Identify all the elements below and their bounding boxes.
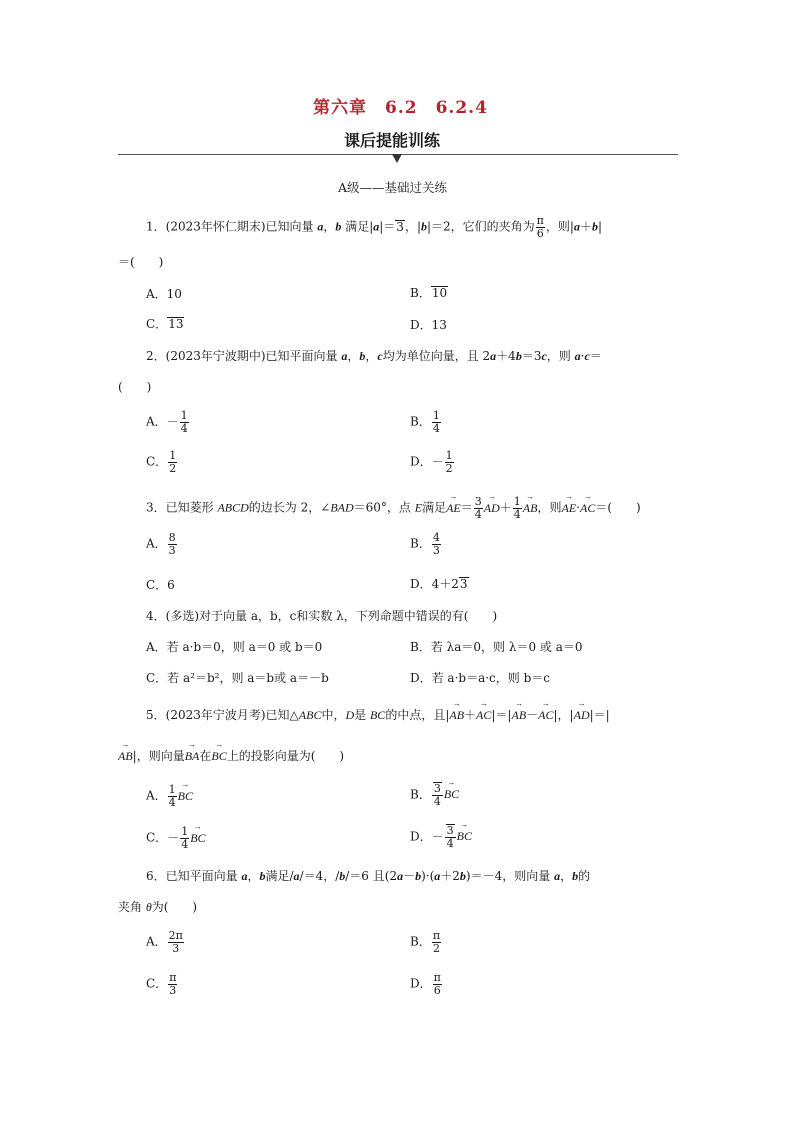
divider-marker-icon — [392, 154, 402, 163]
question-1: 1．(2023年怀仁期末)已知向量 a，b 满足|a|＝3，|b|＝2，它们的夹角为 $\frac{\pi}{6}$ ，则|a＋b| — [146, 214, 603, 240]
q6-option-d[interactable]: D． $\frac{\pi}{6}$ — [410, 971, 441, 997]
section-level: A级——基础过关练 — [338, 180, 448, 195]
q3-option-b[interactable]: B． $\frac{4}{3}$ — [410, 531, 440, 557]
question-1-line2: ＝( ) — [118, 255, 164, 269]
q6-option-a[interactable]: A． $\frac{2\pi}{3}$ — [146, 929, 183, 955]
q1-option-d[interactable]: D．13 — [410, 318, 447, 332]
question-2: 2．(2023年宁波期中)已知平面向量 a，b，c均为单位向量，且 2a＋4b＝3c，则 a·c＝ — [146, 349, 602, 363]
question-4: 4．(多选)对于向量 a，b，c和实数 λ，下列命题中错误的有( ) — [146, 609, 498, 623]
q2-option-a[interactable]: A．－ $\frac{1}{4}$ — [146, 409, 188, 435]
q5-option-a[interactable]: A． $\frac{1}{4}$ → BC — [146, 784, 193, 808]
q1-option-b[interactable]: B．10 — [410, 286, 448, 300]
q2-option-b[interactable]: B． $\frac{1}{4}$ — [410, 409, 440, 435]
question-5: 5．(2023年宁波月考)已知△ABC中，D是 BC的中点，且|→ AB＋→ AC|＝|→ AB－→ AC|，|→ AD|＝| — [146, 709, 610, 721]
question-5-line2: → AB|，则向量→ BA在→ BC上的投影向量为( ) — [118, 750, 344, 762]
q5-option-b[interactable]: B． $\frac{3}{4}$ → BC — [410, 782, 459, 808]
q3-option-a[interactable]: A． $\frac{8}{3}$ — [146, 531, 176, 557]
q5-option-d[interactable]: D．－ $\frac{3}{4}$ → BC — [410, 824, 472, 850]
q2-option-d[interactable]: D．－ $\frac{1}{2}$ — [410, 449, 453, 475]
question-6: 6．已知平面向量 a，b满足/a/＝4，/b/＝6 且(2a－b)·(a＋2b)＝－4，则向量 a，b的 — [146, 869, 591, 883]
q6-option-b[interactable]: B． $\frac{\pi}{2}$ — [410, 929, 441, 955]
q6-option-c[interactable]: C． $\frac{\pi}{3}$ — [146, 971, 177, 997]
q2-option-c[interactable]: C． $\frac{1}{2}$ — [146, 449, 177, 475]
chapter-title: 第六章 6.2 6.2.4 — [313, 98, 488, 118]
q4-option-d[interactable]: D．若 a·b＝a·c，则 b＝c — [410, 671, 550, 685]
question-6-line2: 夹角 θ为( ) — [118, 900, 198, 914]
q1-option-c[interactable]: C．13 — [146, 317, 184, 331]
q4-option-b[interactable]: B．若 λa＝0，则 λ＝0 或 a＝0 — [410, 640, 583, 654]
question-2-line2: ( ) — [118, 380, 152, 394]
q3-option-c[interactable]: C．6 — [146, 578, 175, 592]
q4-option-a[interactable]: A．若 a·b＝0，则 a＝0 或 b＝0 — [146, 640, 323, 654]
q5-option-c[interactable]: C．－ $\frac{1}{4}$ → BC — [146, 826, 206, 850]
q3-option-d[interactable]: D．4＋23 — [410, 577, 468, 591]
page-subtitle: 课后提能训练 — [344, 131, 441, 150]
question-3: 3．已知菱形 ABCD的边长为 2，∠BAD＝60°，点 E满足→ AE＝ $\frac{3}{4}$ → AD＋ $\frac{1}{4}$ → AB，则→ AE·→ AC＝( ) — [146, 496, 641, 520]
q1-option-a[interactable]: A．10 — [146, 287, 182, 301]
q4-option-c[interactable]: C．若 a²＝b²，则 a＝b或 a＝－b — [146, 671, 329, 685]
